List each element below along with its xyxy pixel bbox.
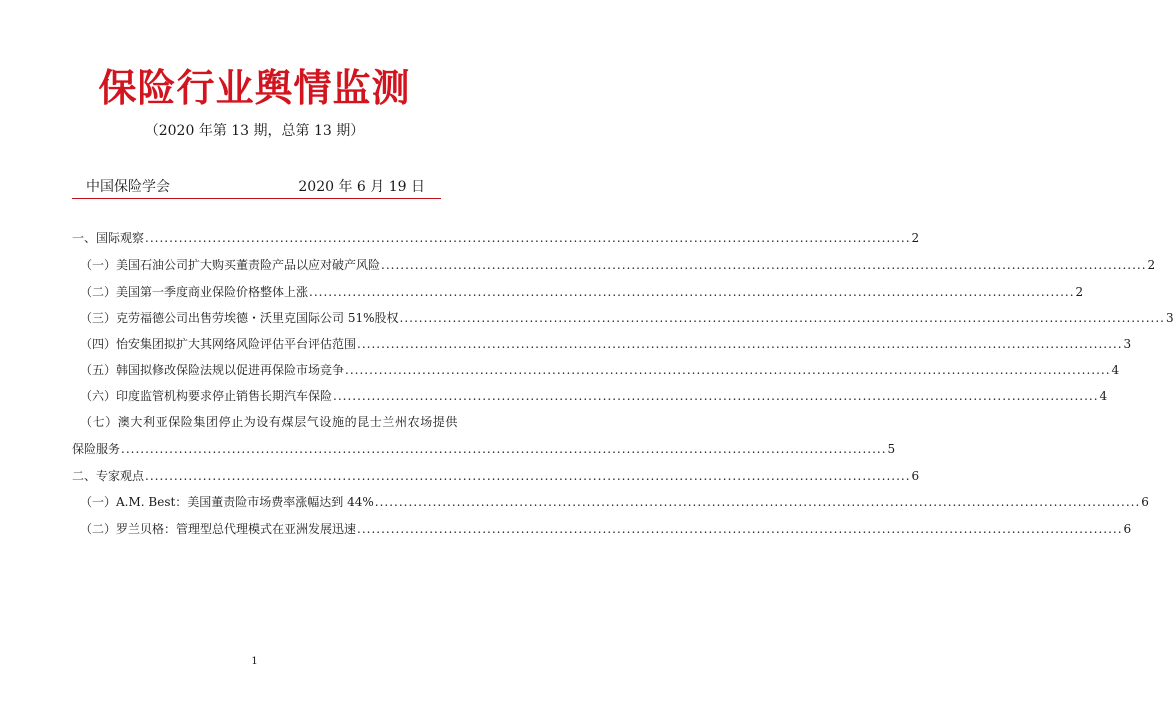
toc-entry-text: 一、国际观察: [72, 231, 145, 245]
toc-entry-text: （六）印度监管机构要求停止销售长期汽车保险: [80, 389, 333, 403]
toc-entry-text: 保险服务: [72, 442, 121, 456]
toc-page: 5: [887, 442, 896, 456]
toc-entry-text: （二）美国第一季度商业保险价格整体上涨: [80, 285, 309, 299]
toc-entry[interactable]: [80, 310, 1174, 326]
toc-leader: ...............................................................................................................................................................: [381, 258, 1147, 272]
toc-page: 3: [1166, 311, 1174, 325]
toc-page: 2: [1075, 285, 1084, 299]
toc-page: 6: [1141, 495, 1149, 509]
toc-page: 3: [1123, 337, 1132, 351]
toc-page: 2: [911, 231, 920, 245]
toc-leader: ...............................................................................................................................................................: [399, 311, 1165, 325]
toc-entry[interactable]: [80, 257, 1156, 273]
page-number: 1: [251, 656, 258, 667]
toc-entry[interactable]: [80, 362, 1120, 378]
publish-date: 2020 年 6 月 19 日: [298, 179, 425, 195]
toc-entry[interactable]: [80, 284, 1084, 300]
toc-entry-text: （五）韩国拟修改保险法规以促进再保险市场竞争: [80, 363, 345, 377]
toc-entry[interactable]: [72, 468, 920, 484]
toc-entry[interactable]: [72, 230, 920, 246]
toc-leader: ...............................................................................................................................................................: [345, 363, 1111, 377]
toc-page: 2: [1147, 258, 1156, 272]
toc-entry-text: （一）A.M. Best：美国董责险市场费率涨幅达到 44%: [80, 495, 374, 509]
toc-entry[interactable]: [80, 521, 1132, 537]
toc-entry-text: （四）怡安集团拟扩大其网络风险评估平台评估范围: [80, 337, 357, 351]
toc-entry-wrapped-line1[interactable]: （七）澳大利亚保险集团停止为设有煤层气设施的昆士兰州农场提供: [80, 415, 459, 429]
toc-leader: ...............................................................................................................................................................: [145, 469, 911, 483]
toc-entry[interactable]: [80, 388, 1108, 404]
toc-leader: ...............................................................................................................................................................: [357, 337, 1123, 351]
toc-page: 4: [1099, 389, 1108, 403]
toc-entry[interactable]: [80, 336, 1132, 352]
toc-entry-text: （三）克劳福德公司出售劳埃德・沃里克国际公司 51%股权: [80, 311, 399, 325]
toc-page: 6: [911, 469, 920, 483]
toc-entry[interactable]: [72, 441, 896, 457]
toc-entry[interactable]: [80, 494, 1149, 510]
toc-entry-text: （一）美国石油公司扩大购买董责险产品以应对破产风险: [80, 258, 381, 272]
page-title: 保险行业舆情监测: [98, 66, 411, 110]
toc-entry-text: （二）罗兰贝格：管理型总代理模式在亚洲发展迅速: [80, 522, 357, 536]
toc-leader: ...............................................................................................................................................................: [309, 285, 1075, 299]
toc-page: 6: [1123, 522, 1132, 536]
toc-leader: ...............................................................................................................................................................: [374, 495, 1141, 509]
issue-number: （2020 年第 13 期，总第 13 期）: [144, 123, 365, 139]
toc-leader: ...............................................................................................................................................................: [145, 231, 911, 245]
toc-page: 4: [1111, 363, 1120, 377]
toc-leader: ...............................................................................................................................................................: [357, 522, 1123, 536]
toc-leader: ...............................................................................................................................................................: [121, 442, 887, 456]
organization: 中国保险学会: [86, 179, 170, 195]
toc-leader: ...............................................................................................................................................................: [333, 389, 1099, 403]
toc-entry-text: 二、专家观点: [72, 469, 145, 483]
